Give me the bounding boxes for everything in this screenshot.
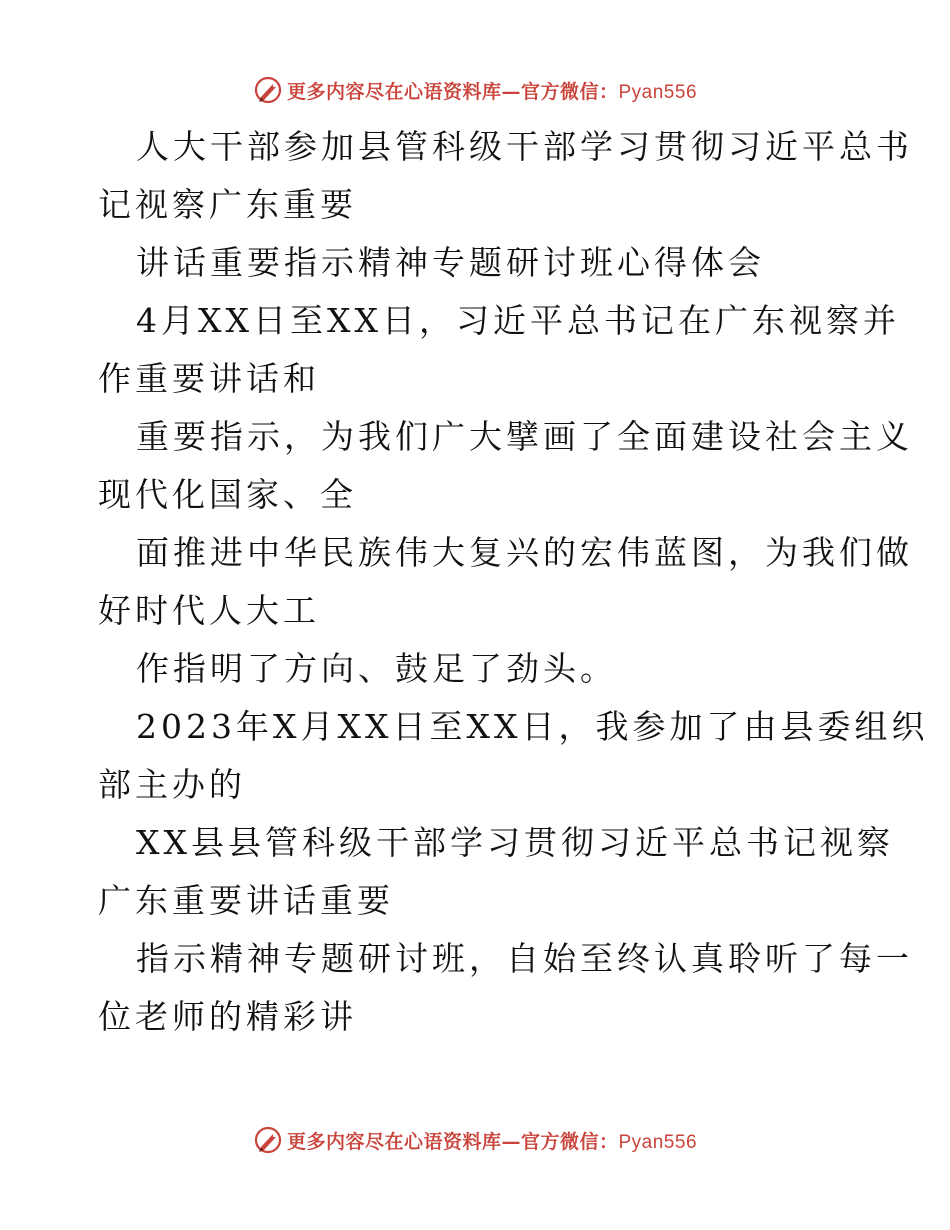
watermark-handle: Pyan556	[618, 81, 698, 103]
text-line: XX县县管科级干部学习贯彻习近平总书记视察	[136, 823, 894, 862]
watermark-label: 更多内容尽在心语资料库—官方微信：	[286, 1130, 619, 1153]
watermark-text	[287, 1127, 697, 1154]
watermark-handle: Pyan556	[618, 1131, 698, 1153]
text-line: 位老师的精彩讲	[98, 997, 357, 1036]
footer-watermark	[0, 1120, 950, 1160]
pen-logo-icon	[253, 1125, 283, 1155]
watermark-label: 更多内容尽在心语资料库—官方微信：	[286, 80, 619, 103]
pen-logo-icon	[253, 75, 283, 105]
watermark-text	[287, 77, 697, 104]
text-line: 部主办的	[98, 765, 246, 804]
text-line: 重要指示，为我们广大擘画了全面建设社会主义	[136, 417, 913, 456]
text-line: 作指明了方向、鼓足了劲头。	[136, 649, 617, 688]
document-body	[98, 118, 929, 1046]
text-line: 讲话重要指示精神专题研讨班心得体会	[136, 243, 765, 282]
text-line: 好时代人大工	[98, 591, 320, 630]
text-line: 记视察广东重要	[98, 185, 357, 224]
text-line: 2023年X月XX日至XX日，我参加了由县委组织	[136, 707, 929, 746]
header-watermark	[0, 70, 950, 110]
text-line: 指示精神专题研讨班，自始至终认真聆听了每一	[136, 939, 913, 978]
text-line: 作重要讲话和	[98, 359, 320, 398]
text-line: 4月XX日至XX日，习近平总书记在广东视察并	[136, 301, 900, 340]
text-line: 广东重要讲话重要	[98, 881, 394, 920]
text-line: 现代化国家、全	[98, 475, 357, 514]
text-line: 面推进中华民族伟大复兴的宏伟蓝图，为我们做	[136, 533, 913, 572]
text-line: 人大干部参加县管科级干部学习贯彻习近平总书	[136, 127, 913, 166]
